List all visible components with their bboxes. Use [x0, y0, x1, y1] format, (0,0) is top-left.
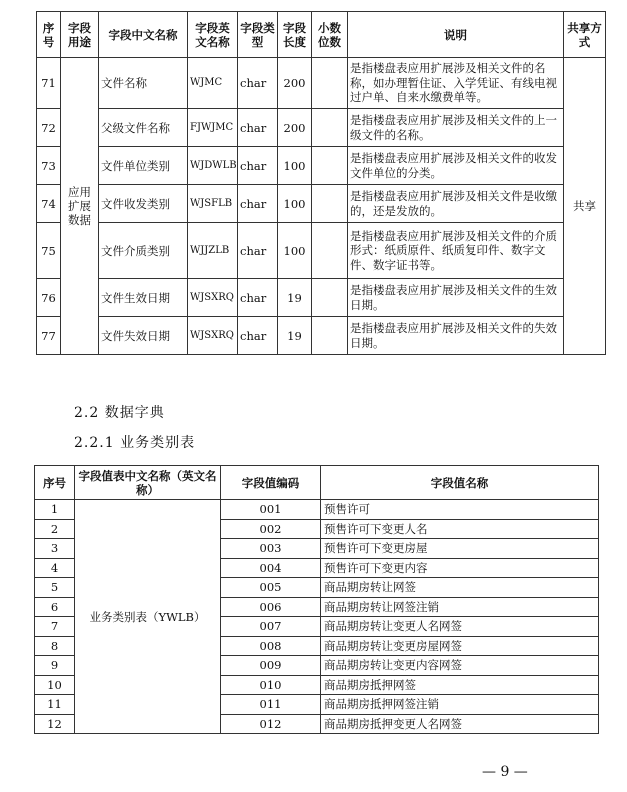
value-code: 012 — [221, 714, 321, 734]
field-en-name: WJJZLB — [188, 223, 238, 279]
field-decimals — [312, 58, 348, 109]
field-description: 是指楼盘表应用扩展涉及相关文件的失效日期。 — [348, 317, 564, 355]
field-cn-name: 文件单位类别 — [99, 147, 188, 185]
header-cell: 序号 — [37, 12, 61, 58]
value-name: 预售许可下变更房屋 — [321, 539, 599, 559]
field-usage-cell: 应用扩展数据 — [61, 58, 99, 355]
value-code: 004 — [221, 558, 321, 578]
table-header-row — [37, 12, 606, 58]
table-row — [37, 279, 606, 317]
value-code: 008 — [221, 636, 321, 656]
field-type: char — [238, 58, 278, 109]
header-cell: 字段英文名称 — [188, 12, 238, 58]
field-cn-name: 文件失效日期 — [99, 317, 188, 355]
field-length: 100 — [278, 185, 312, 223]
table-row — [35, 500, 599, 520]
row-number: 4 — [35, 558, 75, 578]
field-decimals — [312, 279, 348, 317]
value-name: 预售许可 — [321, 500, 599, 520]
field-definition-table — [36, 11, 606, 355]
header-cell: 字段中文名称 — [99, 12, 188, 58]
field-description: 是指楼盘表应用扩展涉及相关文件的名称，如办理暂住证、入学凭证、有线电视过户单、自来水缴费单等。 — [348, 58, 564, 109]
row-number: 11 — [35, 695, 75, 715]
field-description: 是指楼盘表应用扩展涉及相关文件的介质形式：纸质原件、纸质复印件、数字文件、数字证书等。 — [348, 223, 564, 279]
row-number: 1 — [35, 500, 75, 520]
header-cell: 小数位数 — [312, 12, 348, 58]
value-name: 商品期房转让变更人名网签 — [321, 617, 599, 637]
row-number: 8 — [35, 636, 75, 656]
field-type: char — [238, 147, 278, 185]
value-name: 预售许可下变更内容 — [321, 558, 599, 578]
field-decimals — [312, 185, 348, 223]
row-number: 72 — [37, 109, 61, 147]
row-number: 76 — [37, 279, 61, 317]
row-number: 6 — [35, 597, 75, 617]
field-type: char — [238, 109, 278, 147]
table-header-row — [35, 466, 599, 500]
value-code: 006 — [221, 597, 321, 617]
business-type-table — [34, 465, 599, 734]
table-row — [37, 223, 606, 279]
value-code: 001 — [221, 500, 321, 520]
field-description: 是指楼盘表应用扩展涉及相关文件的生效日期。 — [348, 279, 564, 317]
table-row — [37, 58, 606, 109]
header-cell: 字段值名称 — [321, 466, 599, 500]
field-description: 是指楼盘表应用扩展涉及相关文件是收缴的，还是发放的。 — [348, 185, 564, 223]
table-row — [37, 147, 606, 185]
field-length: 100 — [278, 147, 312, 185]
value-name: 商品期房转让变更房屋网签 — [321, 636, 599, 656]
value-code: 007 — [221, 617, 321, 637]
header-cell: 共享方式 — [564, 12, 606, 58]
value-code: 005 — [221, 578, 321, 598]
value-code: 009 — [221, 656, 321, 676]
row-number: 10 — [35, 675, 75, 695]
header-cell: 序号 — [35, 466, 75, 500]
field-en-name: WJSFLB — [188, 185, 238, 223]
row-number: 74 — [37, 185, 61, 223]
header-cell: 字段值编码 — [221, 466, 321, 500]
field-decimals — [312, 147, 348, 185]
value-name: 商品期房转让网签注销 — [321, 597, 599, 617]
header-cell: 字段长度 — [278, 12, 312, 58]
value-name: 商品期房转让网签 — [321, 578, 599, 598]
value-name: 商品期房抵押变更人名网签 — [321, 714, 599, 734]
field-en-name: WJSXRQ — [188, 317, 238, 355]
subsection-heading: 2.2.1 业务类别表 — [74, 435, 196, 451]
row-number: 2 — [35, 519, 75, 539]
section-heading: 2.2 数据字典 — [74, 405, 165, 421]
field-cn-name: 文件收发类别 — [99, 185, 188, 223]
row-number: 12 — [35, 714, 75, 734]
field-cn-name: 文件生效日期 — [99, 279, 188, 317]
field-length: 200 — [278, 58, 312, 109]
field-length: 200 — [278, 109, 312, 147]
field-type: char — [238, 223, 278, 279]
field-en-name: FJWJMC — [188, 109, 238, 147]
row-number: 3 — [35, 539, 75, 559]
field-length: 19 — [278, 279, 312, 317]
field-decimals — [312, 109, 348, 147]
field-cn-name: 文件介质类别 — [99, 223, 188, 279]
row-number: 77 — [37, 317, 61, 355]
value-code: 011 — [221, 695, 321, 715]
field-cn-name: 父级文件名称 — [99, 109, 188, 147]
row-number: 7 — [35, 617, 75, 637]
row-number: 75 — [37, 223, 61, 279]
value-name: 商品期房转让变更内容网签 — [321, 656, 599, 676]
field-en-name: WJSXRQ — [188, 279, 238, 317]
field-decimals — [312, 223, 348, 279]
value-code: 002 — [221, 519, 321, 539]
field-description: 是指楼盘表应用扩展涉及相关文件的收发文件单位的分类。 — [348, 147, 564, 185]
field-description: 是指楼盘表应用扩展涉及相关文件的上一级文件的名称。 — [348, 109, 564, 147]
value-table-name: 业务类别表（YWLB） — [75, 500, 221, 734]
value-name: 商品期房抵押网签注销 — [321, 695, 599, 715]
row-number: 9 — [35, 656, 75, 676]
field-en-name: WJDWLB — [188, 147, 238, 185]
value-name: 预售许可下变更人名 — [321, 519, 599, 539]
table-row — [37, 317, 606, 355]
page-number: — 9 — — [482, 764, 528, 780]
field-type: char — [238, 317, 278, 355]
row-number: 73 — [37, 147, 61, 185]
header-cell: 字段用途 — [61, 12, 99, 58]
header-cell: 字段类型 — [238, 12, 278, 58]
row-number: 71 — [37, 58, 61, 109]
value-code: 003 — [221, 539, 321, 559]
field-cn-name: 文件名称 — [99, 58, 188, 109]
field-en-name: WJMC — [188, 58, 238, 109]
header-cell: 说明 — [348, 12, 564, 58]
share-method-cell: 共享 — [564, 58, 606, 355]
field-length: 100 — [278, 223, 312, 279]
field-length: 19 — [278, 317, 312, 355]
table-row — [37, 109, 606, 147]
field-type: char — [238, 279, 278, 317]
field-type: char — [238, 185, 278, 223]
table-row — [37, 185, 606, 223]
field-decimals — [312, 317, 348, 355]
value-name: 商品期房抵押网签 — [321, 675, 599, 695]
value-code: 010 — [221, 675, 321, 695]
row-number: 5 — [35, 578, 75, 598]
header-cell: 字段值表中文名称（英文名称） — [75, 466, 221, 500]
